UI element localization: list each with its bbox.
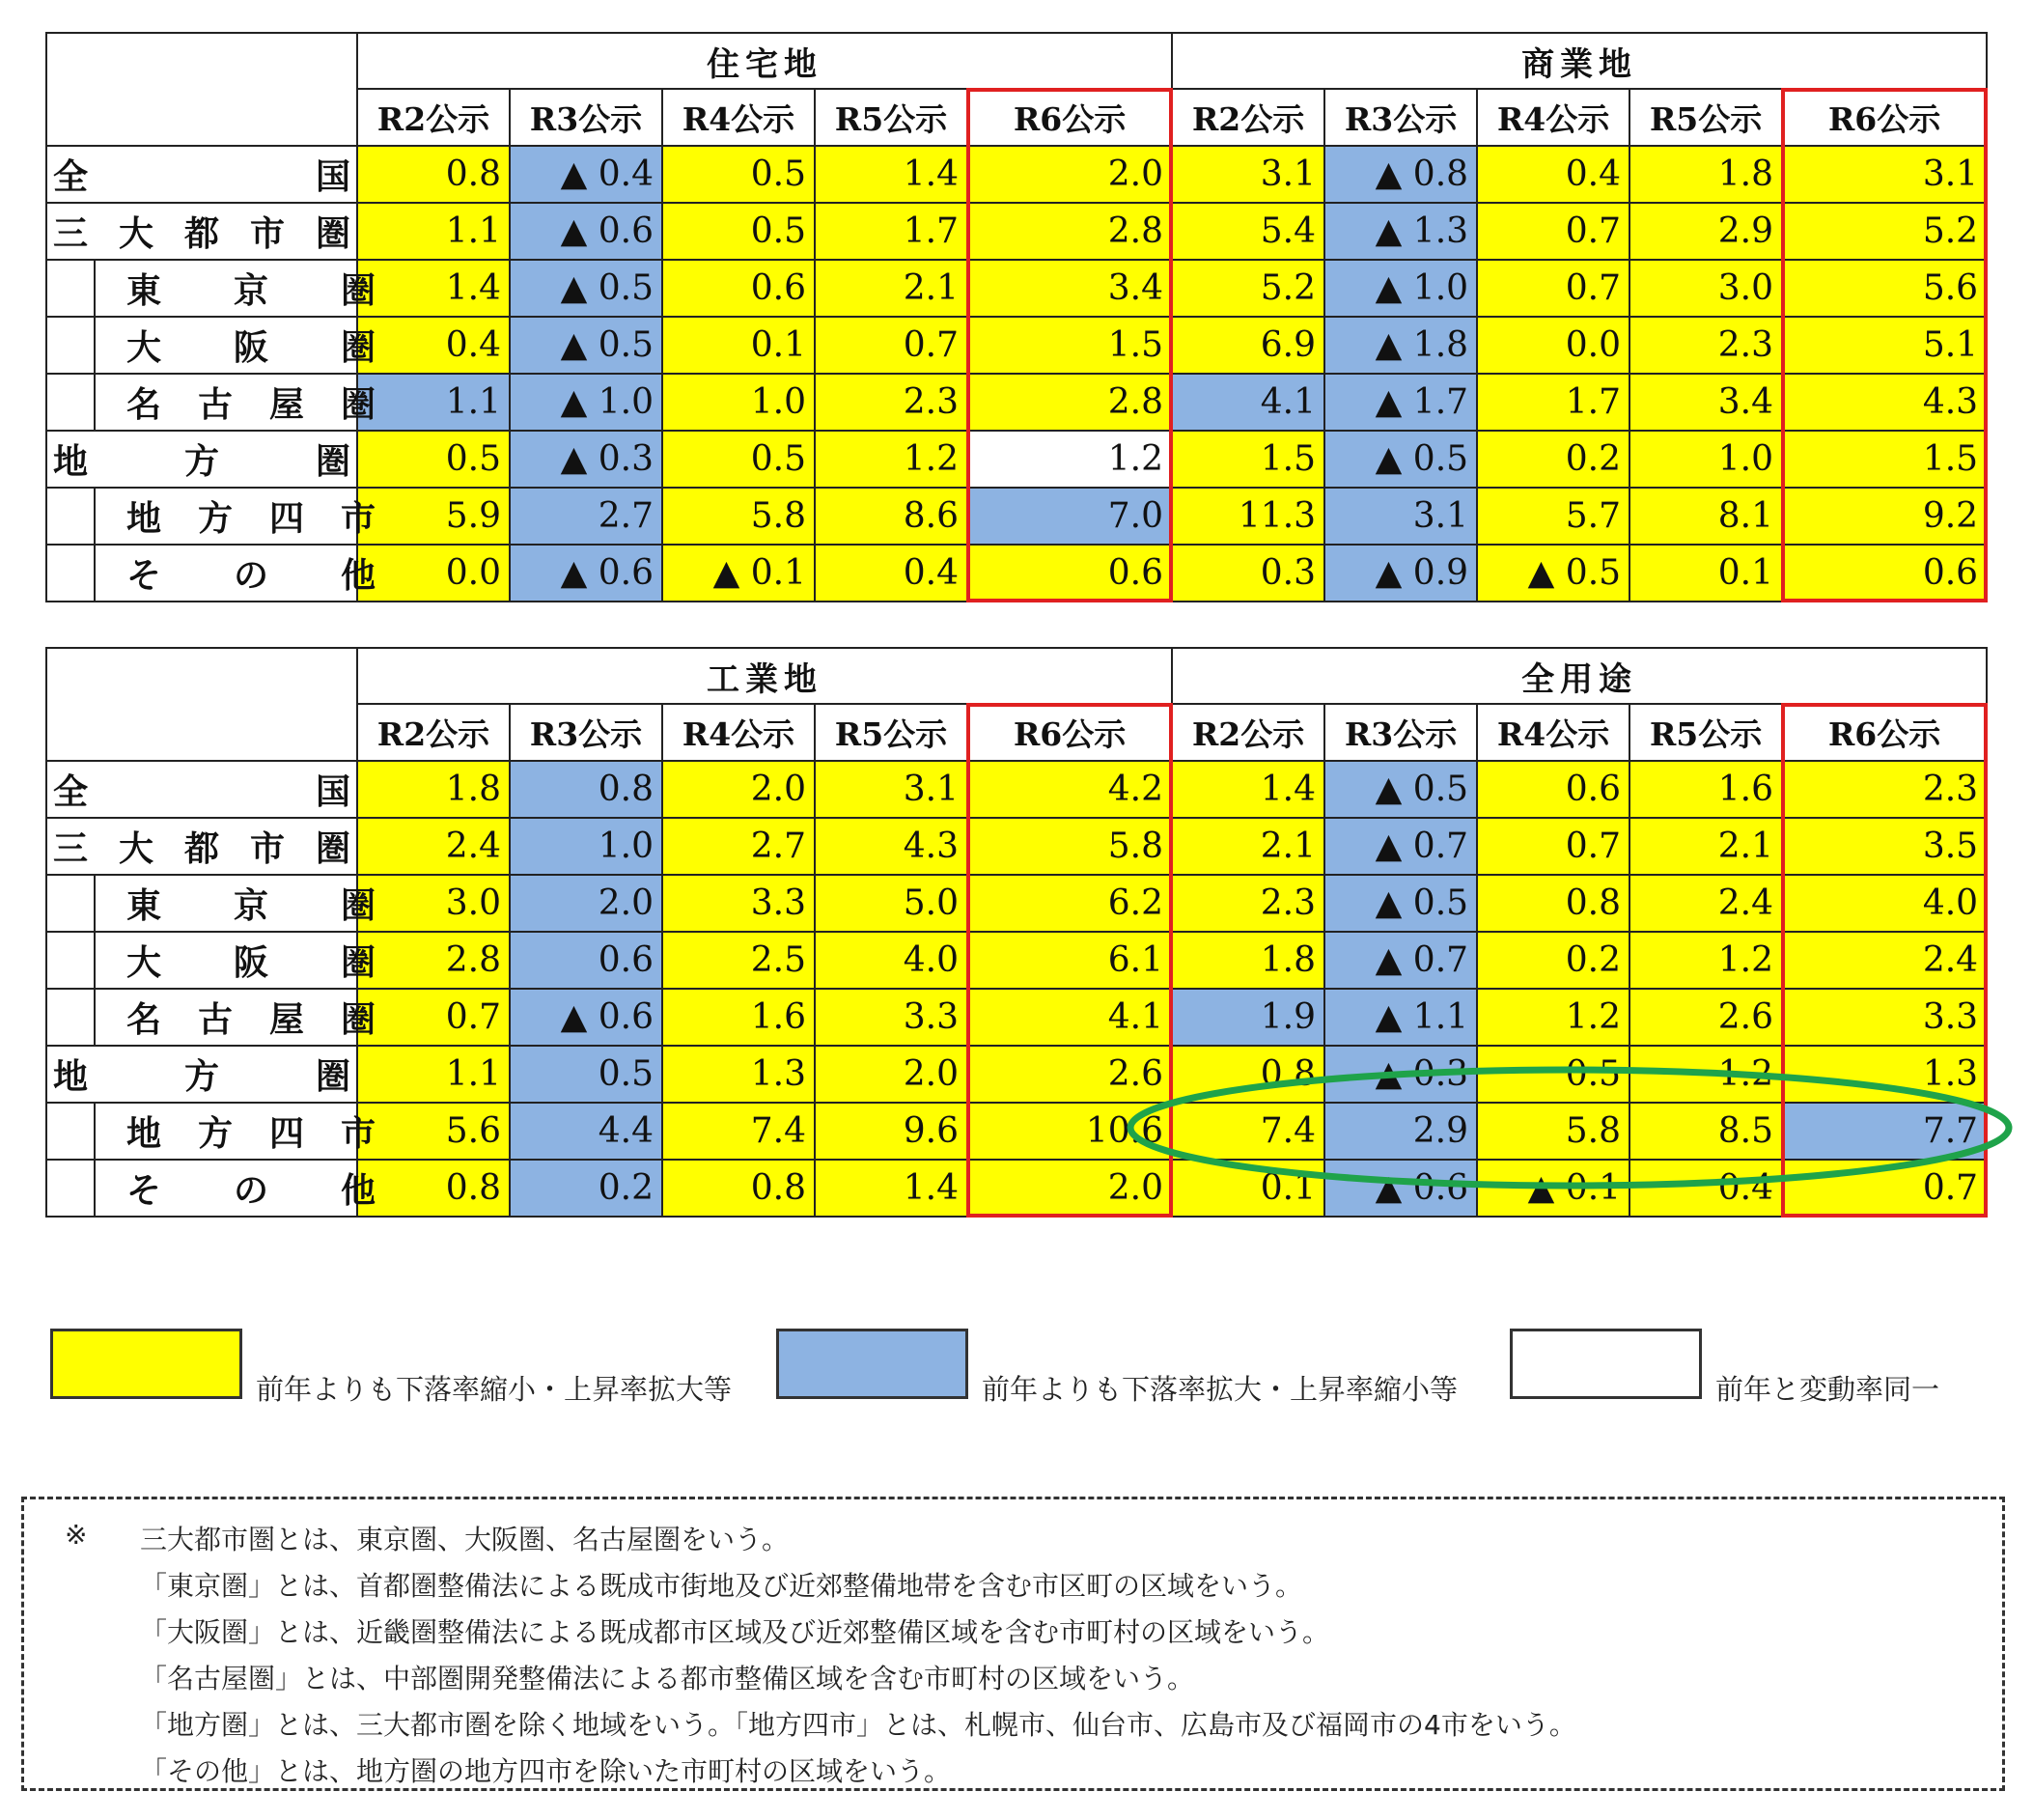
value-cell: 2.0: [815, 1046, 967, 1103]
value-cell: 3.4: [967, 260, 1172, 317]
value-cell: 11.3: [1172, 488, 1324, 545]
column-header: R3公示: [1324, 89, 1477, 146]
value-cell: 0.4: [1477, 146, 1629, 203]
value-cell: 2.3: [1629, 317, 1782, 374]
value-cell: 0.5: [662, 431, 815, 488]
value-cell: ▲ 0.7: [1324, 932, 1477, 989]
legend-swatch-yellow: [50, 1329, 242, 1399]
value-cell: ▲ 1.8: [1324, 317, 1477, 374]
value-cell: 1.2: [1477, 989, 1629, 1046]
value-cell: 1.2: [815, 431, 967, 488]
value-cell: 5.0: [815, 875, 967, 932]
footnote-mark: ※: [65, 1519, 88, 1551]
value-cell: 0.5: [357, 431, 510, 488]
value-cell: 5.7: [1477, 488, 1629, 545]
value-cell: 1.1: [357, 374, 510, 431]
value-cell: 2.9: [1629, 203, 1782, 260]
value-cell: 1.4: [815, 1160, 967, 1217]
value-cell: 3.3: [662, 875, 815, 932]
value-cell: 1.5: [967, 317, 1172, 374]
value-cell: 0.4: [357, 317, 510, 374]
value-cell: 3.1: [1172, 146, 1324, 203]
column-header: R5公示: [815, 704, 967, 761]
value-cell: 2.0: [967, 1160, 1172, 1217]
row-label: 地 方 四 市: [95, 1103, 357, 1160]
row-label: 全 国: [46, 761, 357, 818]
column-header: R4公示: [662, 704, 815, 761]
table-row: [46, 761, 1987, 818]
value-cell: 4.1: [967, 989, 1172, 1046]
table-corner: [46, 33, 357, 146]
value-cell: 6.2: [967, 875, 1172, 932]
value-cell: ▲ 0.1: [662, 545, 815, 602]
value-cell: 0.2: [510, 1160, 662, 1217]
value-cell: 2.1: [815, 260, 967, 317]
value-cell: 0.5: [510, 1046, 662, 1103]
row-label: 地 方 圏: [46, 1046, 357, 1103]
value-cell: 4.1: [1172, 374, 1324, 431]
value-cell: 0.2: [1477, 431, 1629, 488]
value-cell: 9.6: [815, 1103, 967, 1160]
value-cell: 2.4: [357, 818, 510, 875]
indent-cell: [46, 260, 95, 317]
value-cell: 0.1: [662, 317, 815, 374]
value-cell: 5.4: [1172, 203, 1324, 260]
value-cell: 3.0: [357, 875, 510, 932]
value-cell: 0.8: [357, 146, 510, 203]
value-cell: 2.0: [967, 146, 1172, 203]
value-cell: 1.2: [1629, 1046, 1782, 1103]
value-cell: 2.6: [1629, 989, 1782, 1046]
value-cell: 5.2: [1782, 203, 1987, 260]
legend-swatch-white: [1510, 1329, 1702, 1399]
value-cell: 1.2: [967, 431, 1172, 488]
value-cell: 0.7: [357, 989, 510, 1046]
value-cell: 1.0: [1629, 431, 1782, 488]
value-cell: 2.9: [1324, 1103, 1477, 1160]
footnote-line: 「東京圏」とは、首都圏整備法による既成市街地及び近郊整備地帯を含む市区町の区域をいう。: [140, 1570, 1303, 1602]
legend-label: 前年よりも下落率拡大・上昇率縮小等: [982, 1373, 1459, 1406]
value-cell: ▲ 0.1: [1477, 1160, 1629, 1217]
value-cell: 2.4: [1629, 875, 1782, 932]
value-cell: ▲ 0.5: [1324, 875, 1477, 932]
value-cell: 5.9: [357, 488, 510, 545]
value-cell: 5.8: [662, 488, 815, 545]
value-cell: ▲ 1.3: [1324, 203, 1477, 260]
value-cell: 4.0: [815, 932, 967, 989]
value-cell: 2.4: [1782, 932, 1987, 989]
indent-cell: [46, 1103, 95, 1160]
column-header: R2公示: [1172, 704, 1324, 761]
column-header: R4公示: [662, 89, 815, 146]
value-cell: 3.3: [1782, 989, 1987, 1046]
value-cell: 3.1: [1324, 488, 1477, 545]
value-cell: 2.3: [1782, 761, 1987, 818]
value-cell: 0.7: [1477, 203, 1629, 260]
value-cell: 1.6: [662, 989, 815, 1046]
value-cell: 1.5: [1782, 431, 1987, 488]
value-cell: 10.6: [967, 1103, 1172, 1160]
group-header: 住宅地: [357, 33, 1172, 89]
value-cell: ▲ 1.0: [510, 374, 662, 431]
row-label: 東 京 圏: [95, 875, 357, 932]
value-cell: 7.4: [662, 1103, 815, 1160]
value-cell: 6.1: [967, 932, 1172, 989]
value-cell: 8.1: [1629, 488, 1782, 545]
value-cell: 2.8: [357, 932, 510, 989]
value-cell: 1.3: [1782, 1046, 1987, 1103]
value-cell: 2.0: [662, 761, 815, 818]
value-cell: 1.7: [815, 203, 967, 260]
value-cell: 1.0: [662, 374, 815, 431]
indent-cell: [46, 1160, 95, 1217]
value-cell: ▲ 0.8: [1324, 146, 1477, 203]
value-cell: 0.8: [510, 761, 662, 818]
legend-swatch-blue: [776, 1329, 968, 1399]
column-header: R3公示: [1324, 704, 1477, 761]
column-header: R5公示: [1629, 704, 1782, 761]
table-row: [46, 1046, 1987, 1103]
row-label: 名 古 屋 圏: [95, 989, 357, 1046]
value-cell: 0.5: [1477, 1046, 1629, 1103]
value-cell: 3.0: [1629, 260, 1782, 317]
value-cell: 1.7: [1477, 374, 1629, 431]
value-cell: 5.8: [967, 818, 1172, 875]
column-header: R4公示: [1477, 704, 1629, 761]
column-header: R6公示: [967, 704, 1172, 761]
value-cell: 0.1: [1629, 545, 1782, 602]
table-row: [46, 203, 1987, 260]
value-cell: 5.1: [1782, 317, 1987, 374]
column-header: R5公示: [1629, 89, 1782, 146]
value-cell: 0.1: [1172, 1160, 1324, 1217]
legend-label: 前年よりも下落率縮小・上昇率拡大等: [256, 1373, 733, 1406]
value-cell: 2.0: [510, 875, 662, 932]
value-cell: 0.0: [357, 545, 510, 602]
row-label: 地 方 圏: [46, 431, 357, 488]
column-header: R3公示: [510, 89, 662, 146]
table-row: [46, 260, 1987, 317]
value-cell: ▲ 0.5: [1324, 431, 1477, 488]
row-label: そ の 他: [95, 545, 357, 602]
value-cell: 3.4: [1629, 374, 1782, 431]
value-cell: ▲ 0.3: [1324, 1046, 1477, 1103]
indent-cell: [46, 875, 95, 932]
value-cell: 0.4: [815, 545, 967, 602]
value-cell: 1.4: [1172, 761, 1324, 818]
value-cell: ▲ 0.5: [1324, 761, 1477, 818]
table-row: [46, 431, 1987, 488]
table-row: [46, 488, 1987, 545]
value-cell: 1.3: [662, 1046, 815, 1103]
indent-cell: [46, 488, 95, 545]
value-cell: 0.8: [1172, 1046, 1324, 1103]
value-cell: 9.2: [1782, 488, 1987, 545]
value-cell: 3.1: [815, 761, 967, 818]
value-cell: 1.1: [357, 203, 510, 260]
indent-cell: [46, 374, 95, 431]
value-cell: ▲ 0.5: [1477, 545, 1629, 602]
column-header: R6公示: [967, 89, 1172, 146]
column-header: R6公示: [1782, 704, 1987, 761]
row-label: 地 方 四 市: [95, 488, 357, 545]
value-cell: ▲ 0.5: [510, 260, 662, 317]
value-cell: 7.7: [1782, 1103, 1987, 1160]
row-label: 東 京 圏: [95, 260, 357, 317]
value-cell: 3.3: [815, 989, 967, 1046]
value-cell: 4.2: [967, 761, 1172, 818]
value-cell: 5.6: [1782, 260, 1987, 317]
value-cell: 1.8: [357, 761, 510, 818]
value-cell: 2.8: [967, 374, 1172, 431]
value-cell: 4.0: [1782, 875, 1987, 932]
value-cell: 2.5: [662, 932, 815, 989]
value-cell: 1.8: [1172, 932, 1324, 989]
value-cell: 2.6: [967, 1046, 1172, 1103]
value-cell: ▲ 0.4: [510, 146, 662, 203]
value-cell: 5.2: [1172, 260, 1324, 317]
value-cell: ▲ 0.6: [510, 545, 662, 602]
value-cell: 2.7: [662, 818, 815, 875]
value-cell: ▲ 0.3: [510, 431, 662, 488]
value-cell: 3.1: [1782, 146, 1987, 203]
column-header: R3公示: [510, 704, 662, 761]
legend-label: 前年と変動率同一: [1715, 1373, 1940, 1406]
row-label: 大 阪 圏: [95, 932, 357, 989]
value-cell: 0.8: [1477, 875, 1629, 932]
table-row: [46, 1160, 1987, 1217]
table-corner: [46, 648, 357, 761]
row-label: 三 大 都 市 圏: [46, 818, 357, 875]
group-header: 全用途: [1172, 648, 1987, 704]
value-cell: 2.1: [1629, 818, 1782, 875]
value-cell: 5.6: [357, 1103, 510, 1160]
value-cell: 1.4: [815, 146, 967, 203]
value-cell: 1.0: [510, 818, 662, 875]
indent-cell: [46, 317, 95, 374]
value-cell: 4.3: [1782, 374, 1987, 431]
column-header: R2公示: [357, 704, 510, 761]
value-cell: 4.3: [815, 818, 967, 875]
value-cell: ▲ 1.1: [1324, 989, 1477, 1046]
value-cell: 1.8: [1629, 146, 1782, 203]
row-label: 名 古 屋 圏: [95, 374, 357, 431]
table-bottom: [45, 647, 1984, 1218]
value-cell: 1.4: [357, 260, 510, 317]
footnote-line: 「地方圏」とは、三大都市圏を除く地域をいう。「地方四市」とは、札幌市、仙台市、広島市及び福岡市の4市をいう。: [140, 1709, 1576, 1741]
column-header: R4公示: [1477, 89, 1629, 146]
value-cell: 0.8: [357, 1160, 510, 1217]
value-cell: 1.1: [357, 1046, 510, 1103]
value-cell: 2.3: [1172, 875, 1324, 932]
table-row: [46, 317, 1987, 374]
value-cell: 1.2: [1629, 932, 1782, 989]
value-cell: 0.5: [662, 203, 815, 260]
value-cell: ▲ 1.0: [1324, 260, 1477, 317]
table-row: [46, 875, 1987, 932]
value-cell: ▲ 0.6: [510, 989, 662, 1046]
value-cell: 8.5: [1629, 1103, 1782, 1160]
table-top: [45, 32, 1984, 602]
value-cell: 6.9: [1172, 317, 1324, 374]
indent-cell: [46, 932, 95, 989]
value-cell: 7.4: [1172, 1103, 1324, 1160]
value-cell: 0.0: [1477, 317, 1629, 374]
legend-item-same: [1510, 1320, 1939, 1408]
footnote-line: 三大都市圏とは、東京圏、大阪圏、名古屋圏をいう。: [140, 1524, 790, 1555]
value-cell: 0.6: [1477, 761, 1629, 818]
value-cell: 2.8: [967, 203, 1172, 260]
value-cell: ▲ 0.9: [1324, 545, 1477, 602]
value-cell: 0.6: [510, 932, 662, 989]
value-cell: 3.5: [1782, 818, 1987, 875]
legend: [50, 1320, 2029, 1406]
footnote-box: [21, 1497, 2005, 1791]
value-cell: 0.4: [1629, 1160, 1782, 1217]
row-label: 大 阪 圏: [95, 317, 357, 374]
value-cell: 7.0: [967, 488, 1172, 545]
value-cell: ▲ 0.6: [510, 203, 662, 260]
value-cell: 0.2: [1477, 932, 1629, 989]
legend-item-increase: [50, 1320, 732, 1408]
value-cell: 8.6: [815, 488, 967, 545]
value-cell: 0.7: [1782, 1160, 1987, 1217]
value-cell: 5.8: [1477, 1103, 1629, 1160]
value-cell: 1.9: [1172, 989, 1324, 1046]
column-header: R5公示: [815, 89, 967, 146]
table-row: [46, 932, 1987, 989]
value-cell: 2.3: [815, 374, 967, 431]
value-cell: ▲ 1.7: [1324, 374, 1477, 431]
table-row: [46, 545, 1987, 602]
table-row: [46, 146, 1987, 203]
group-header: 商業地: [1172, 33, 1987, 89]
column-header: R2公示: [357, 89, 510, 146]
rate-table: [45, 32, 1988, 602]
group-header: 工業地: [357, 648, 1172, 704]
value-cell: 0.6: [662, 260, 815, 317]
footnote-line: 「大阪圏」とは、近畿圏整備法による既成都市区域及び近郊整備区域を含む市町村の区域をいう。: [140, 1616, 1330, 1648]
value-cell: 0.7: [815, 317, 967, 374]
value-cell: ▲ 0.6: [1324, 1160, 1477, 1217]
value-cell: ▲ 0.7: [1324, 818, 1477, 875]
footnote-line: 「名古屋圏」とは、中部圏開発整備法による都市整備区域を含む市町村の区域をいう。: [140, 1663, 1195, 1694]
value-cell: 0.7: [1477, 818, 1629, 875]
value-cell: 2.7: [510, 488, 662, 545]
value-cell: 0.6: [1782, 545, 1987, 602]
value-cell: 0.6: [967, 545, 1172, 602]
column-header: R6公示: [1782, 89, 1987, 146]
legend-item-decrease: [776, 1320, 1458, 1408]
value-cell: 0.8: [662, 1160, 815, 1217]
value-cell: 0.5: [662, 146, 815, 203]
table-row: [46, 374, 1987, 431]
indent-cell: [46, 545, 95, 602]
row-label: 全 国: [46, 146, 357, 203]
value-cell: 2.1: [1172, 818, 1324, 875]
row-label: そ の 他: [95, 1160, 357, 1217]
column-header: R2公示: [1172, 89, 1324, 146]
indent-cell: [46, 989, 95, 1046]
table-row: [46, 818, 1987, 875]
value-cell: 4.4: [510, 1103, 662, 1160]
value-cell: 1.5: [1172, 431, 1324, 488]
footnote-line: 「その他」とは、地方圏の地方四市を除いた市町村の区域をいう。: [140, 1755, 952, 1787]
value-cell: 0.3: [1172, 545, 1324, 602]
table-row: [46, 989, 1987, 1046]
value-cell: 1.6: [1629, 761, 1782, 818]
rate-table: [45, 647, 1988, 1218]
value-cell: ▲ 0.5: [510, 317, 662, 374]
table-row: [46, 1103, 1987, 1160]
value-cell: 0.7: [1477, 260, 1629, 317]
row-label: 三 大 都 市 圏: [46, 203, 357, 260]
